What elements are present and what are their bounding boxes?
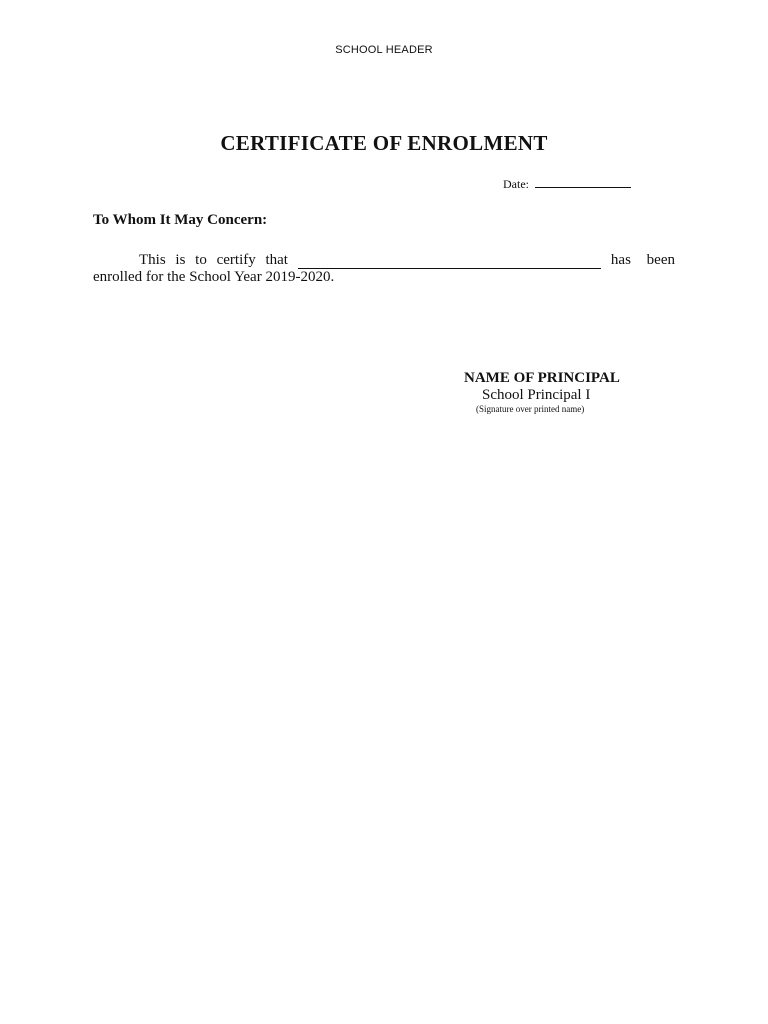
student-name-blank (298, 254, 601, 269)
date-blank (535, 177, 631, 188)
certification-lead-text: This is to certify that (139, 252, 288, 268)
signature-block (464, 370, 620, 415)
salutation: To Whom It May Concern: (93, 212, 268, 228)
certification-line-2: enrolled for the School Year 2019-2020. (93, 269, 335, 285)
principal-position: School Principal I (482, 387, 591, 403)
principal-name: NAME OF PRINCIPAL (464, 370, 620, 386)
school-header: SCHOOL HEADER (335, 44, 433, 56)
certification-paragraph (93, 252, 675, 286)
date-line (503, 177, 631, 192)
certificate-title: CERTIFICATE OF ENROLMENT (220, 131, 548, 155)
date-label: Date: (503, 177, 529, 191)
certification-tail-text: has been (610, 252, 675, 268)
certification-line-1 (93, 252, 675, 269)
signature-note: (Signature over printed name) (476, 404, 585, 414)
